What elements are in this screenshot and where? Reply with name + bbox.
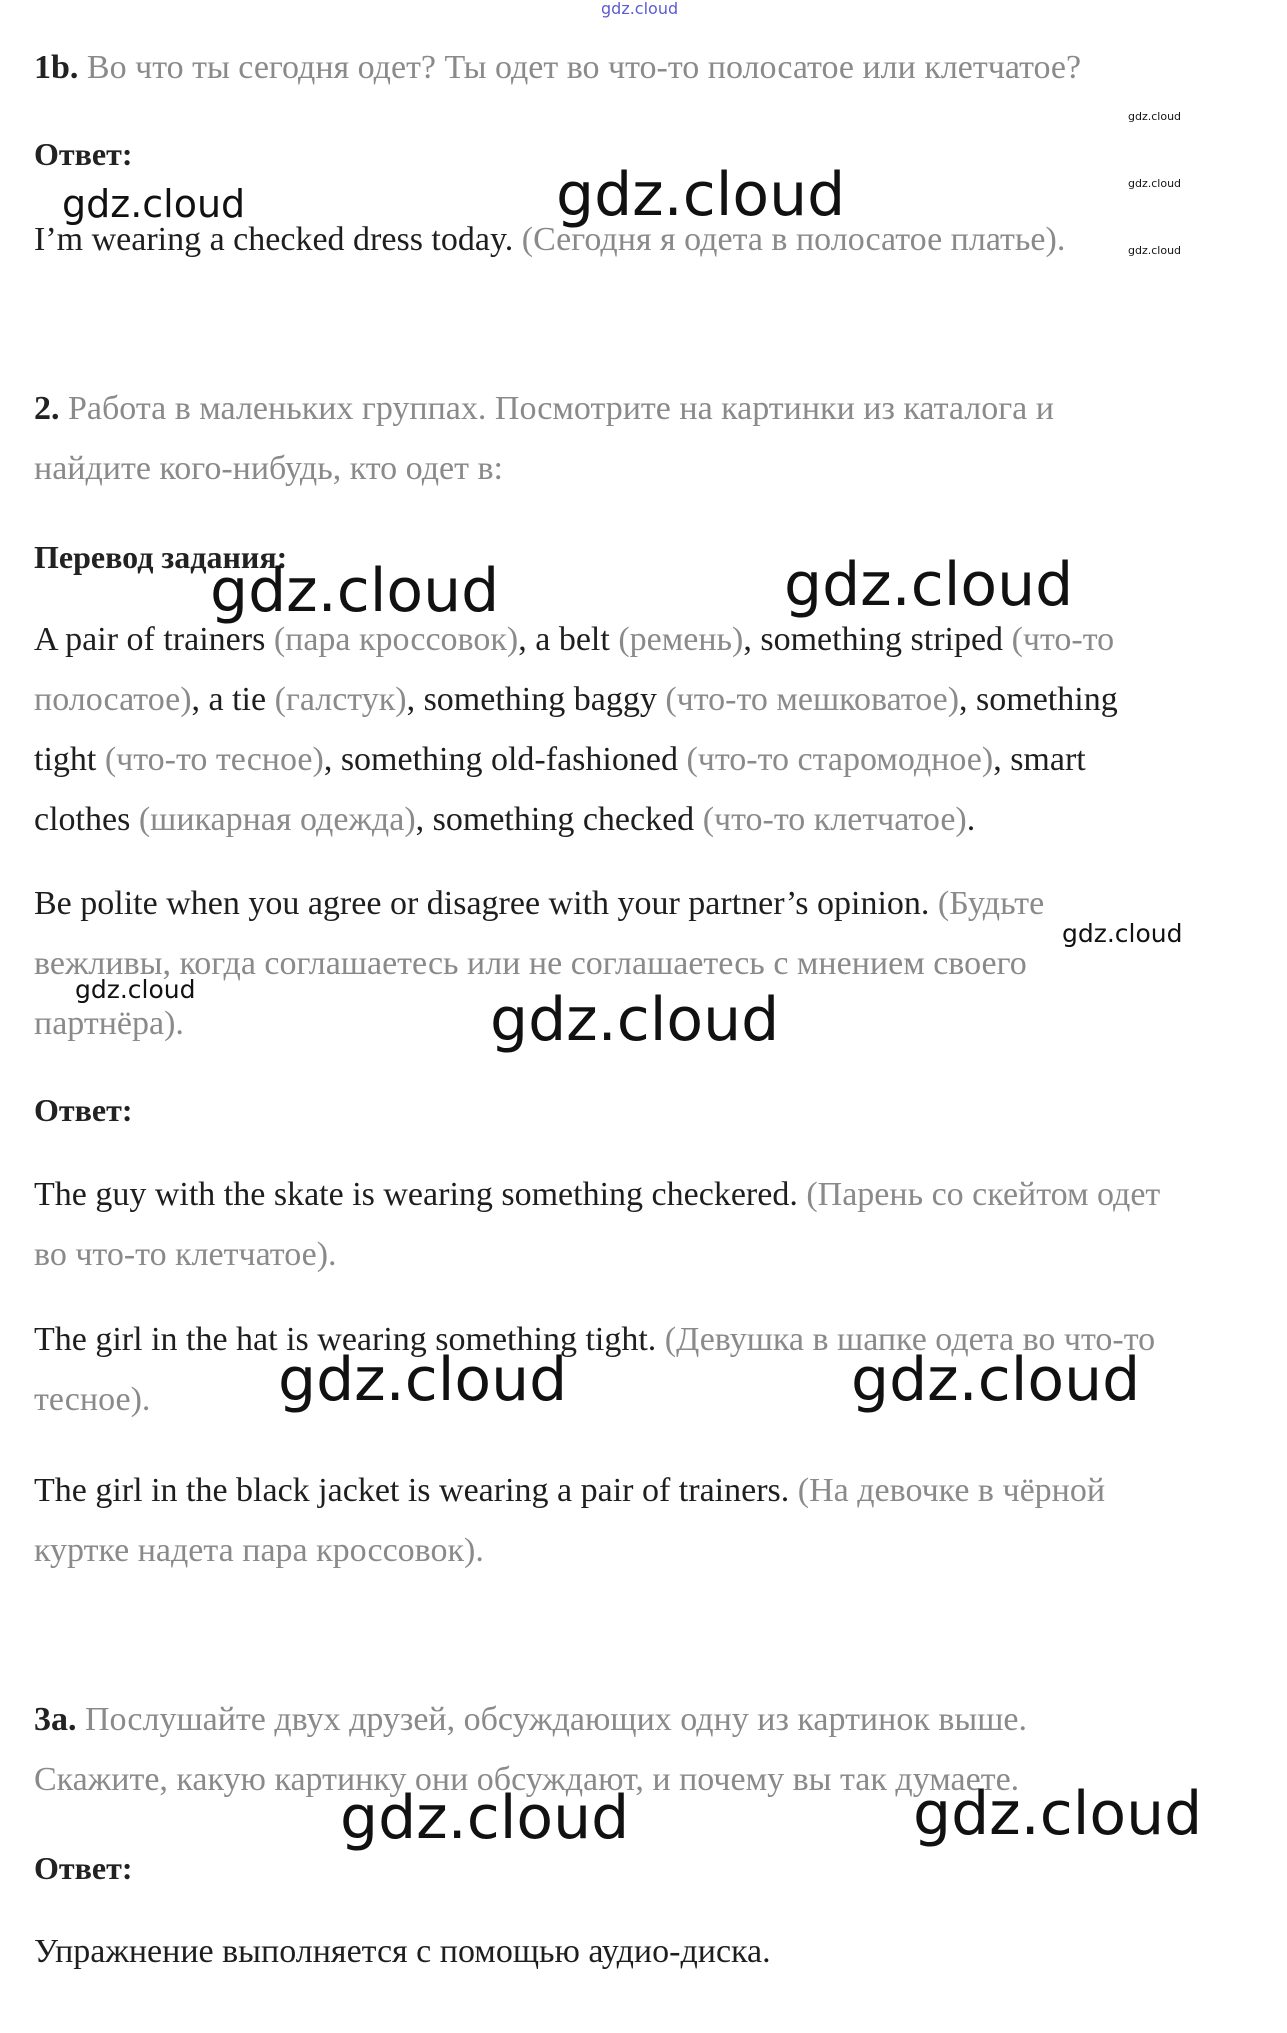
- q2-polite-line3: партнёра).: [34, 1005, 184, 1042]
- q3a-number: 3a.: [34, 1701, 77, 1738]
- tr-segment: (что-то старомодное): [677, 741, 994, 778]
- q1b-text: Во что ты сегодня одет? Ты одет во что-то полосатое или клетчатое?: [86, 49, 1082, 86]
- tr-segment: (пара кроссовок): [265, 621, 519, 658]
- tr-segment: , something old-fashioned: [323, 741, 678, 778]
- tr-segment: , something striped: [743, 621, 1004, 658]
- watermark: gdz.cloud: [601, 0, 679, 18]
- q2-number: 2.: [34, 390, 60, 427]
- watermark: gdz.cloud: [278, 1345, 568, 1415]
- tr-segment: (что-то: [1003, 621, 1115, 658]
- watermark: gdz.cloud: [1128, 244, 1182, 257]
- tr-segment: (что-то тесное): [96, 741, 324, 778]
- q1b-question: [34, 48, 1081, 88]
- answer1-en: The guy with the skate is wearing something checkered.: [34, 1176, 798, 1213]
- watermark: gdz.cloud: [490, 985, 780, 1055]
- q2-answer2-line2: тесное).: [34, 1381, 151, 1418]
- q2-question-line1: [34, 389, 1054, 429]
- q3a-answer: Упражнение выполняется с помощью аудио-диска.: [34, 1933, 771, 1970]
- q1b-answer: [34, 220, 1065, 260]
- watermark: gdz.cloud: [913, 1779, 1203, 1849]
- q2-polite-line1: [34, 884, 1044, 924]
- q3a-question-line1: [34, 1700, 1027, 1740]
- q3a-answer-label: Ответ:: [34, 1850, 133, 1886]
- q3a-text-line1: Послушайте двух друзей, обсуждающих одну из картинок выше.: [76, 1701, 1028, 1738]
- polite-en: Be polite when you agree or disagree with your partner’s opinion.: [34, 885, 930, 922]
- watermark: gdz.cloud: [340, 1783, 630, 1853]
- q3a-question-line2: Скажите, какую картинку они обсуждают, и почему вы так думаете.: [34, 1761, 1020, 1798]
- q2-translation-label: Перевод задания:: [34, 539, 288, 575]
- q2-answer3-line2: куртке надета пара кроссовок).: [34, 1532, 484, 1569]
- q1b-answer-en: I’m wearing a checked dress today.: [34, 221, 514, 258]
- q2-translation-line3: [34, 740, 1086, 780]
- tr-segment: (что-то мешковатое): [656, 681, 960, 718]
- watermark: gdz.cloud: [784, 550, 1074, 620]
- watermark: gdz.cloud: [851, 1345, 1141, 1415]
- tr-segment: .: [966, 801, 976, 838]
- q2-translation-line2: [34, 680, 1118, 720]
- q2-translation-line4: [34, 800, 975, 840]
- q2-question-line2: найдите кого-нибудь, кто одет в:: [34, 450, 503, 487]
- q1b-answer-ru: (Сегодня я одета в полосатое платье).: [513, 221, 1066, 258]
- tr-segment: (шикарная одежда): [130, 801, 416, 838]
- tr-segment: , a tie: [191, 681, 267, 718]
- q2-translation-line1: [34, 620, 1114, 660]
- answer2-ru: (Девушка в шапке одета во что-то: [656, 1321, 1156, 1358]
- answer2-en: The girl in the hat is wearing something tight.: [34, 1321, 657, 1358]
- q1b-number: 1b.: [34, 49, 79, 86]
- tr-segment: полосатое): [34, 681, 192, 718]
- tr-segment: A pair of trainers: [34, 621, 266, 658]
- watermark: gdz.cloud: [1128, 110, 1182, 123]
- tr-segment: , something baggy: [406, 681, 657, 718]
- q2-answer-label: Ответ:: [34, 1092, 133, 1128]
- tr-segment: , smart: [993, 741, 1086, 778]
- watermark: gdz.cloud: [210, 556, 500, 626]
- watermark: gdz.cloud: [1062, 919, 1183, 948]
- q2-polite-line2: вежливы, когда соглашаетесь или не соглашаетесь с мнением своего: [34, 945, 1027, 982]
- q1b-answer-label: Ответ:: [34, 136, 133, 172]
- tr-segment: (что-то клетчатое): [694, 801, 967, 838]
- answer1-ru: (Парень со скейтом одет: [797, 1176, 1161, 1213]
- tr-segment: clothes: [34, 801, 131, 838]
- watermark: gdz.cloud: [1128, 177, 1182, 190]
- q2-answer3-line1: [34, 1471, 1105, 1511]
- tr-segment: tight: [34, 741, 97, 778]
- tr-segment: (галстук): [266, 681, 407, 718]
- answer3-ru: (На девочке в чёрной: [789, 1472, 1106, 1509]
- tr-segment: , a belt: [518, 621, 610, 658]
- watermark: gdz.cloud: [62, 182, 246, 226]
- tr-segment: , something: [959, 681, 1118, 718]
- polite-ru: (Будьте: [929, 885, 1045, 922]
- q2-answer1-line1: [34, 1175, 1160, 1215]
- watermark: gdz.cloud: [75, 975, 196, 1004]
- watermark: gdz.cloud: [556, 160, 846, 230]
- answer3-en: The girl in the black jacket is wearing a pair of trainers.: [34, 1472, 790, 1509]
- tr-segment: (ремень): [609, 621, 744, 658]
- tr-segment: , something checked: [415, 801, 695, 838]
- q2-answer1-line2: во что-то клетчатое).: [34, 1236, 337, 1273]
- q2-text-line1: Работа в маленьких группах. Посмотрите на картинки из каталога и: [59, 390, 1054, 427]
